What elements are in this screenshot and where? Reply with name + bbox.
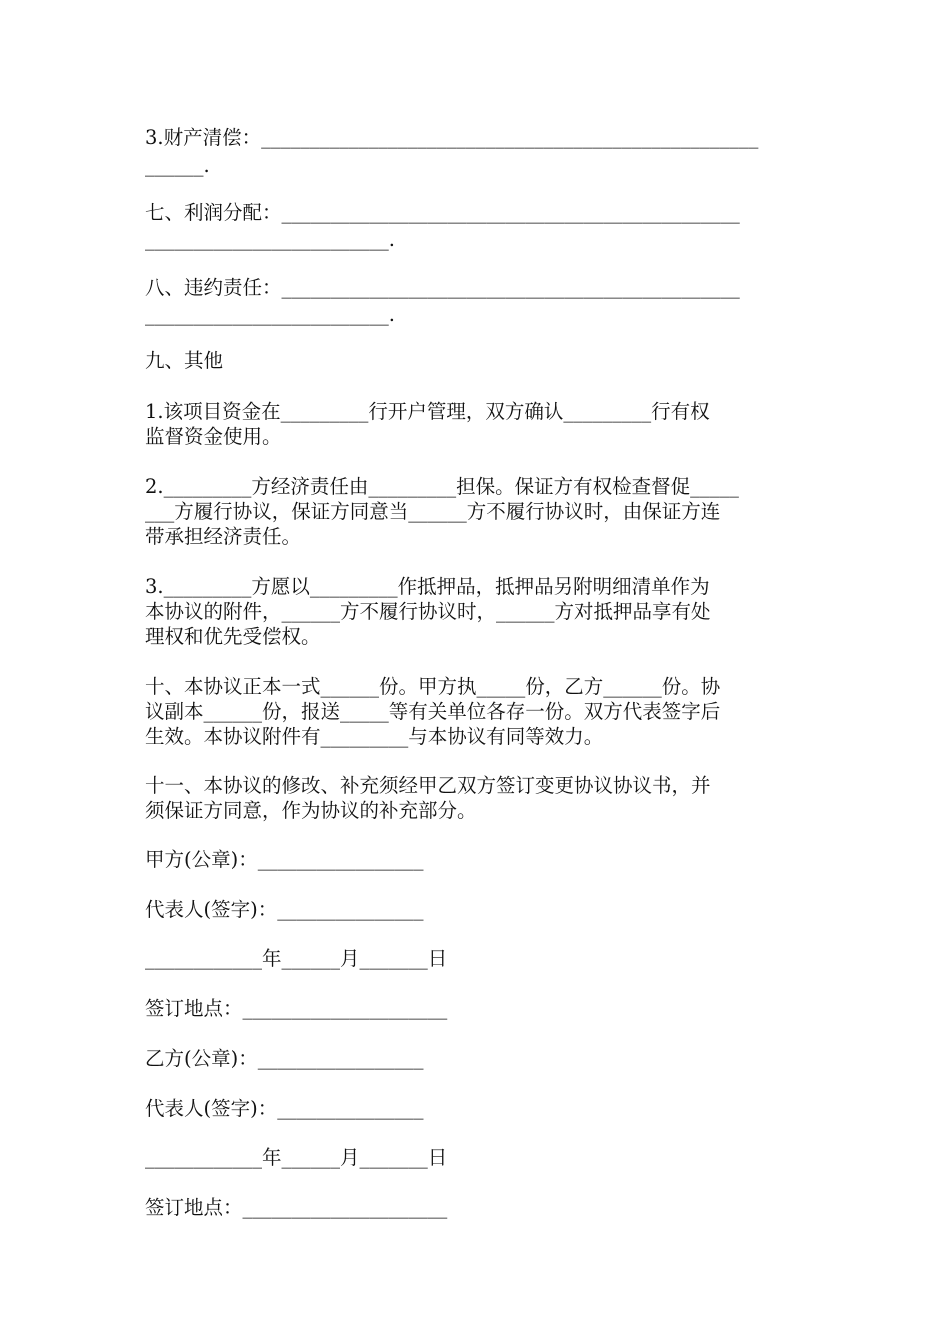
text-line: 1.该项目资金在_________行开户管理，双方确认_________行有权 bbox=[145, 400, 710, 423]
text-line: 本协议的附件，______方不履行协议时，______方对抵押品享有处 bbox=[145, 600, 711, 623]
text-line: ___方履行协议，保证方同意当______方不履行协议时，由保证方连 bbox=[145, 500, 721, 523]
signature-line-representative-b: 代表人(签字)：_______________ bbox=[145, 1097, 424, 1120]
text-line: 带承担经济责任。 bbox=[145, 525, 302, 548]
text-line: 3._________方愿以_________作抵押品，抵押品另附明细清单作为 bbox=[145, 575, 710, 598]
text-line: ______. bbox=[145, 154, 210, 177]
signature-line-representative-a: 代表人(签字)：_______________ bbox=[145, 898, 424, 921]
text-line: 七、利润分配：_______________________________________________ bbox=[145, 201, 740, 224]
text-line: 须保证方同意，作为协议的补充部分。 bbox=[145, 799, 477, 822]
text-line: _________________________. bbox=[145, 228, 395, 251]
text-line: 理权和优先受偿权。 bbox=[145, 625, 321, 648]
signing-place-a: 签订地点：_____________________ bbox=[145, 997, 448, 1020]
text-line: 八、违约责任：_______________________________________________ bbox=[145, 276, 740, 299]
signature-line-party-b: 乙方(公章)：_________________ bbox=[145, 1047, 424, 1070]
signature-line-party-a: 甲方(公章)：_________________ bbox=[145, 848, 424, 871]
text-line: 监督资金使用。 bbox=[145, 425, 282, 448]
section-heading: 九、其他 bbox=[145, 349, 224, 372]
text-line: 十、本协议正本一式______份。甲方执_____份，乙方______份。协 bbox=[145, 675, 721, 698]
text-line: 十一、本协议的修改、补充须经甲乙双方签订变更协议协议书，并 bbox=[145, 774, 711, 797]
date-line-b: ____________年______月_______日 bbox=[145, 1146, 448, 1169]
text-line: 2._________方经济责任由_________担保。保证方有权检查督促_____ bbox=[145, 475, 739, 498]
text-line: 3.财产清偿：___________________________________________________ bbox=[145, 126, 759, 149]
signing-place-b: 签订地点：_____________________ bbox=[145, 1196, 448, 1219]
text-line: _________________________. bbox=[145, 303, 395, 326]
text-line: 生效。本协议附件有_________与本协议有同等效力。 bbox=[145, 725, 604, 748]
text-line: 议副本______份，报送_____等有关单位各存一份。双方代表签字后 bbox=[145, 700, 721, 723]
date-line-a: ____________年______月_______日 bbox=[145, 947, 448, 970]
